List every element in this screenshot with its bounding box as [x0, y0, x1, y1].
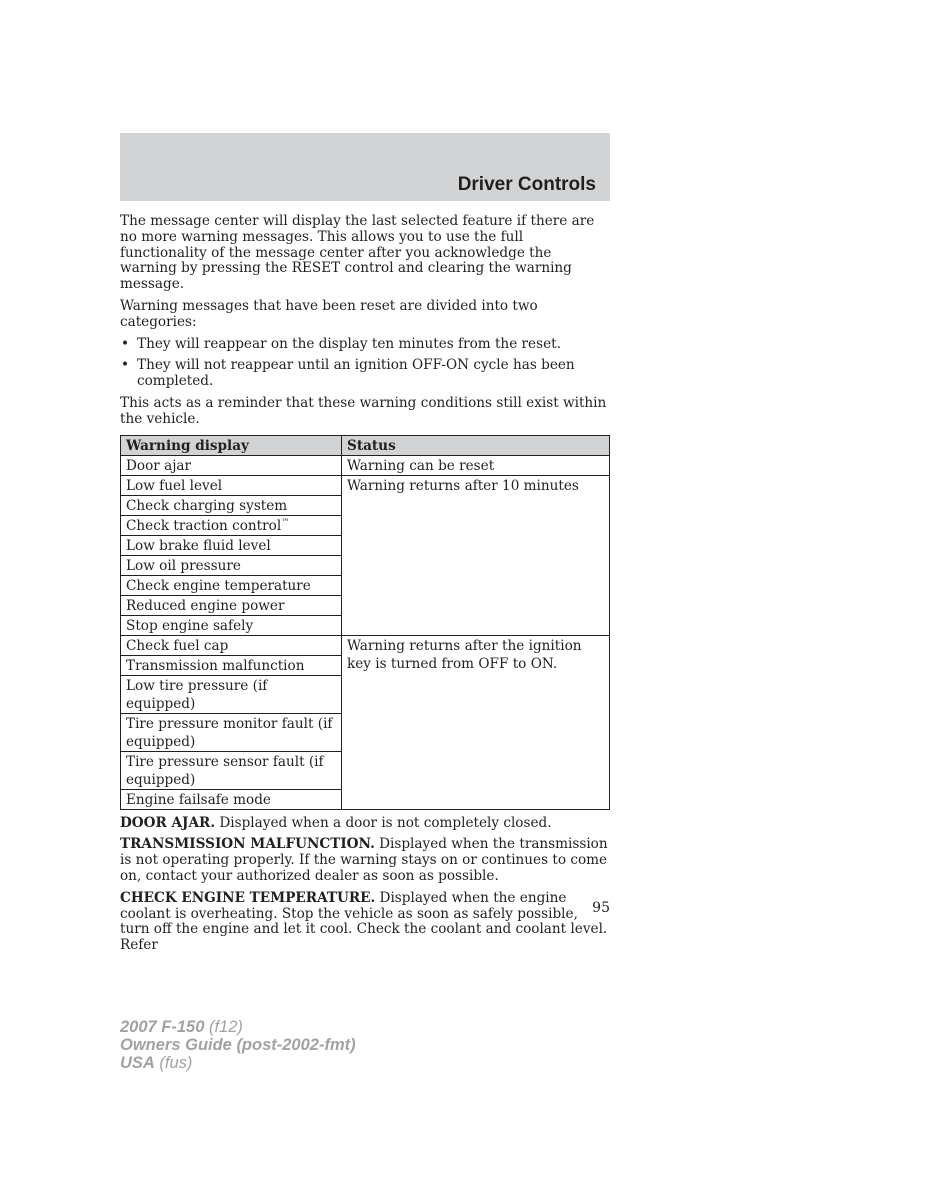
section-header-bar	[120, 133, 610, 201]
table-row	[121, 455, 610, 475]
warning-cell: Low tire pressure (if equipped)	[121, 675, 342, 713]
warning-cell: Check fuel cap	[121, 635, 342, 655]
footer-region-line: USA (fus)	[120, 1054, 193, 1072]
column-header-status: Status	[342, 435, 610, 455]
footer-model-line: 2007 F-150 (f12)	[120, 1018, 243, 1036]
warning-cell: Check traction control™	[121, 515, 342, 535]
warning-cell: Door ajar	[121, 455, 342, 475]
intro-paragraph: The message center will display the last selected feature if there are no more warning messages. This allows you to use the full functionality of the message center after you acknowledge the warning by pressing the RESET control and clearing the warning message.	[120, 213, 595, 293]
table-row	[121, 635, 610, 655]
door-ajar-description: DOOR AJAR. Displayed when a door is not completely closed.	[120, 814, 552, 831]
document-footer	[120, 1018, 356, 1072]
page-number: 95	[592, 900, 610, 916]
categories-paragraph: Warning messages that have been reset are divided into two categories:	[120, 297, 538, 330]
warning-cell: Tire pressure monitor fault (if equipped)	[121, 713, 342, 751]
table-header-row	[121, 435, 610, 455]
list-item: • They will reappear on the display ten minutes from the reset.	[121, 335, 561, 352]
bullet-icon: •	[121, 357, 130, 374]
bullet-icon: •	[121, 335, 130, 352]
warning-cell: Low brake fluid level	[121, 535, 342, 555]
warning-cell: Low fuel level	[121, 475, 342, 495]
status-cell: Warning can be reset	[342, 455, 610, 475]
warning-cell: Check engine temperature	[121, 575, 342, 595]
footer-guide-line: Owners Guide (post-2002-fmt)	[120, 1036, 356, 1054]
warning-cell: Tire pressure sensor fault (if equipped)	[121, 751, 342, 789]
warning-cell: Check charging system	[121, 495, 342, 515]
warning-table	[120, 435, 610, 810]
warning-cell: Reduced engine power	[121, 595, 342, 615]
status-cell: Warning returns after 10 minutes	[342, 475, 610, 635]
warning-cell: Engine failsafe mode	[121, 789, 342, 809]
column-header-warning: Warning display	[121, 435, 342, 455]
transmission-description: TRANSMISSION MALFUNCTION. Displayed when the transmission is not operating properly. If the warning stays on or continues to come on, contact your authorized dealer as soon as possible.	[120, 836, 608, 884]
list-item: • They will not reappear until an ignition OFF-ON cycle has been completed.	[121, 357, 575, 390]
warning-cell: Transmission malfunction	[121, 655, 342, 675]
trademark-symbol: ™	[281, 517, 290, 527]
warning-cell: Low oil pressure	[121, 555, 342, 575]
category-list	[120, 337, 610, 390]
reminder-paragraph: This acts as a reminder that these warning conditions still exist within the vehicle.	[120, 394, 607, 427]
engine-temperature-description: CHECK ENGINE TEMPERATURE. Displayed when the engine coolant is overheating. Stop the vehicle as soon as safely possible, turn off the engine and let it cool. Check the coolant and coolant level. Refer	[120, 889, 608, 954]
page-content	[120, 214, 610, 960]
warning-cell: Stop engine safely	[121, 615, 342, 635]
table-row	[121, 475, 610, 495]
status-cell: Warning returns after the ignition key is turned from OFF to ON.	[342, 635, 610, 809]
section-title: Driver Controls	[457, 174, 596, 195]
